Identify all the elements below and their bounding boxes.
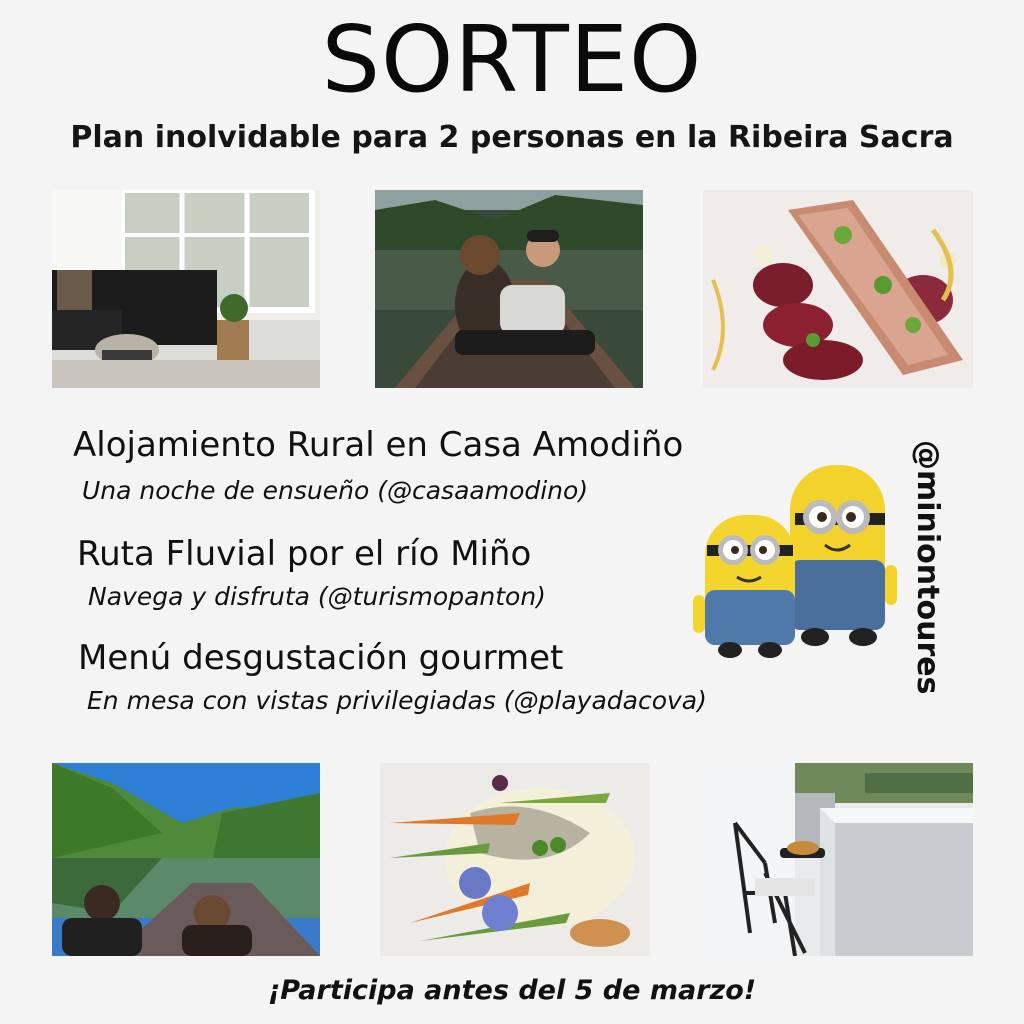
photo-balcony-terrace [705,763,973,956]
photo-river-valley-boat [52,763,320,956]
prize-2-subtitle: Navega y disfruta (@turismopanton) [88,582,546,611]
page-subtitle: Plan inolvidable para 2 personas en la Ribeira Sacra [70,120,954,155]
page-title: SORTEO [321,6,703,113]
minions-mascot-image [685,455,910,660]
prize-1-title: Alojamiento Rural en Casa Amodiño [73,425,684,465]
photo-gourmet-dish-vegetables [380,763,650,956]
photo-gourmet-dish-tuna [703,190,973,388]
footer-deadline: ¡Participa antes del 5 de marzo! [267,975,757,1006]
prize-3-title: Menú desgustación gourmet [78,638,564,678]
prize-1-subtitle: Una noche de ensueño (@casaamodino) [82,476,589,505]
photo-couple-on-boat [375,190,643,388]
photo-living-room [52,190,320,388]
prize-3-subtitle: En mesa con vistas privilegiadas (@playadacova) [87,686,707,715]
prize-2-title: Ruta Fluvial por el río Miño [77,534,532,574]
instagram-handle: @miniontoures [910,440,945,695]
